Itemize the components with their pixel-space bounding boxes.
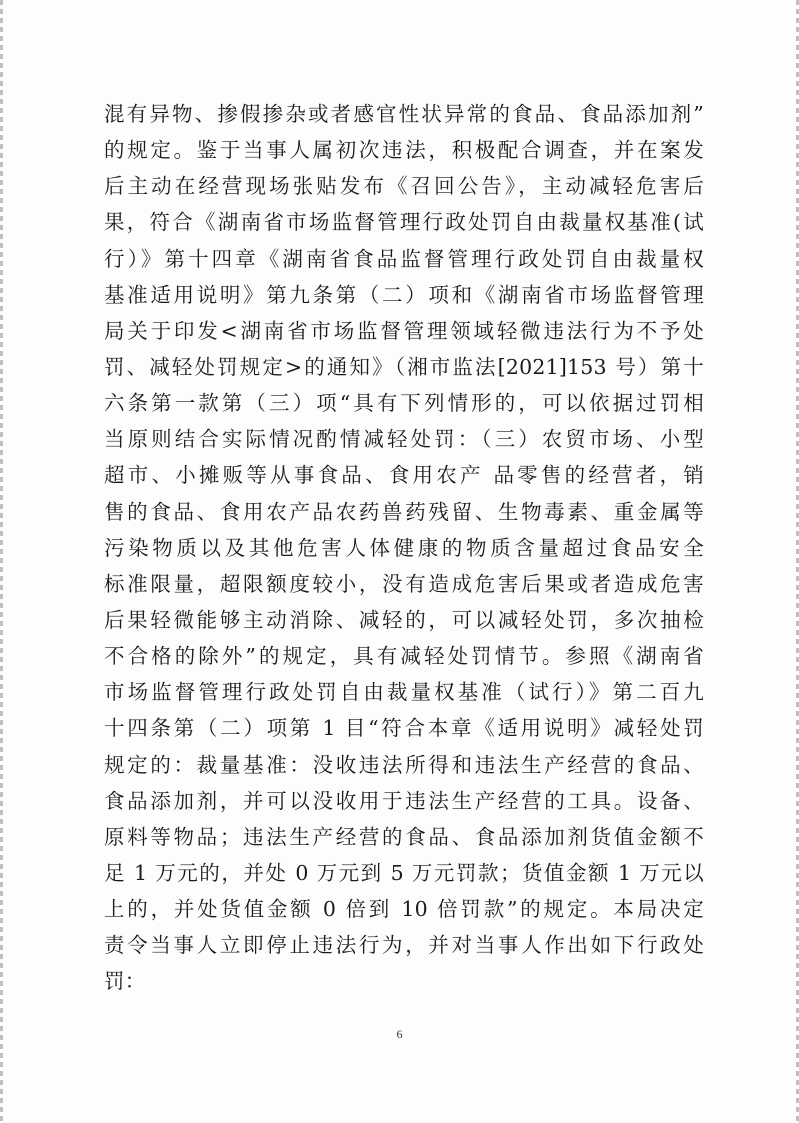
text-line: 后果轻微能够主动消除、减轻的，可以减轻处罚，多次抽检: [104, 607, 704, 632]
text-line: 规定的：裁量基准：没收违法所得和违法生产经营的食品、: [104, 752, 704, 777]
text-line: 污染物质以及其他危害人体健康的物质含量超过食品安全: [104, 535, 704, 560]
text-line: 罚、减轻处罚规定>的通知》（湘市监法[2021]153 号）第十: [104, 354, 704, 379]
text-line: 罚：: [104, 969, 146, 994]
text-line: 行）》第十四章《湖南省食品监督管理行政处罚自由裁量权: [104, 246, 704, 271]
text-line: 上的，并处货值金额 0 倍到 10 倍罚款”的规定。本局决定: [104, 897, 704, 922]
text-line: 原料等物品；违法生产经营的食品、食品添加剂货值金额不: [104, 824, 704, 849]
text-line: 后主动在经营现场张贴发布《召回公告》，主动减轻危害后: [104, 174, 704, 199]
text-line: 超市、小摊贩等从事食品、食用农产 品零售的经营者，销: [104, 463, 704, 488]
body-text: [104, 96, 704, 1000]
scan-edge-left: [0, 0, 3, 1123]
text-line: 局关于印发<湖南省市场监督管理领域轻微违法行为不予处: [104, 318, 704, 343]
text-line: 基准适用说明》第九条第（二）项和《湖南省市场监督管理: [104, 282, 704, 307]
text-line: 足 1 万元的，并处 0 万元到 5 万元罚款；货值金额 1 万元以: [104, 860, 704, 885]
page-number: 6: [396, 1027, 403, 1041]
text-line: 标准限量，超限额度较小，没有造成危害后果或者造成危害: [104, 571, 704, 596]
text-line: 果，符合《湖南省市场监督管理行政处罚自由裁量权基准(试: [104, 210, 704, 235]
text-line: 责令当事人立即停止违法行为，并对当事人作出如下行政处: [104, 933, 704, 958]
text-line: 六条第一款第（三）项“具有下列情形的，可以依据过罚相: [104, 391, 704, 416]
text-line: 的规定。鉴于当事人属初次违法，积极配合调查，并在案发: [104, 138, 704, 163]
text-line: 不合格的除外”的规定，具有减轻处罚情节。参照《湖南省: [104, 644, 704, 669]
text-line: 混有异物、掺假掺杂或者感官性状异常的食品、食品添加剂”: [104, 102, 704, 126]
text-line: 食品添加剂，并可以没收用于违法生产经营的工具。设备、: [104, 788, 704, 813]
text-line: 十四条第（二）项第 1 目“符合本章《适用说明》减轻处罚: [104, 716, 704, 741]
text-line: 市场监督管理行政处罚自由裁量权基准（试行）》第二百九: [104, 680, 704, 705]
text-line: 当原则结合实际情况酌情减轻处罚：（三）农贸市场、小型: [104, 427, 704, 452]
text-line: 售的食品、食用农产品农药兽药残留、生物毒素、重金属等: [104, 499, 704, 524]
